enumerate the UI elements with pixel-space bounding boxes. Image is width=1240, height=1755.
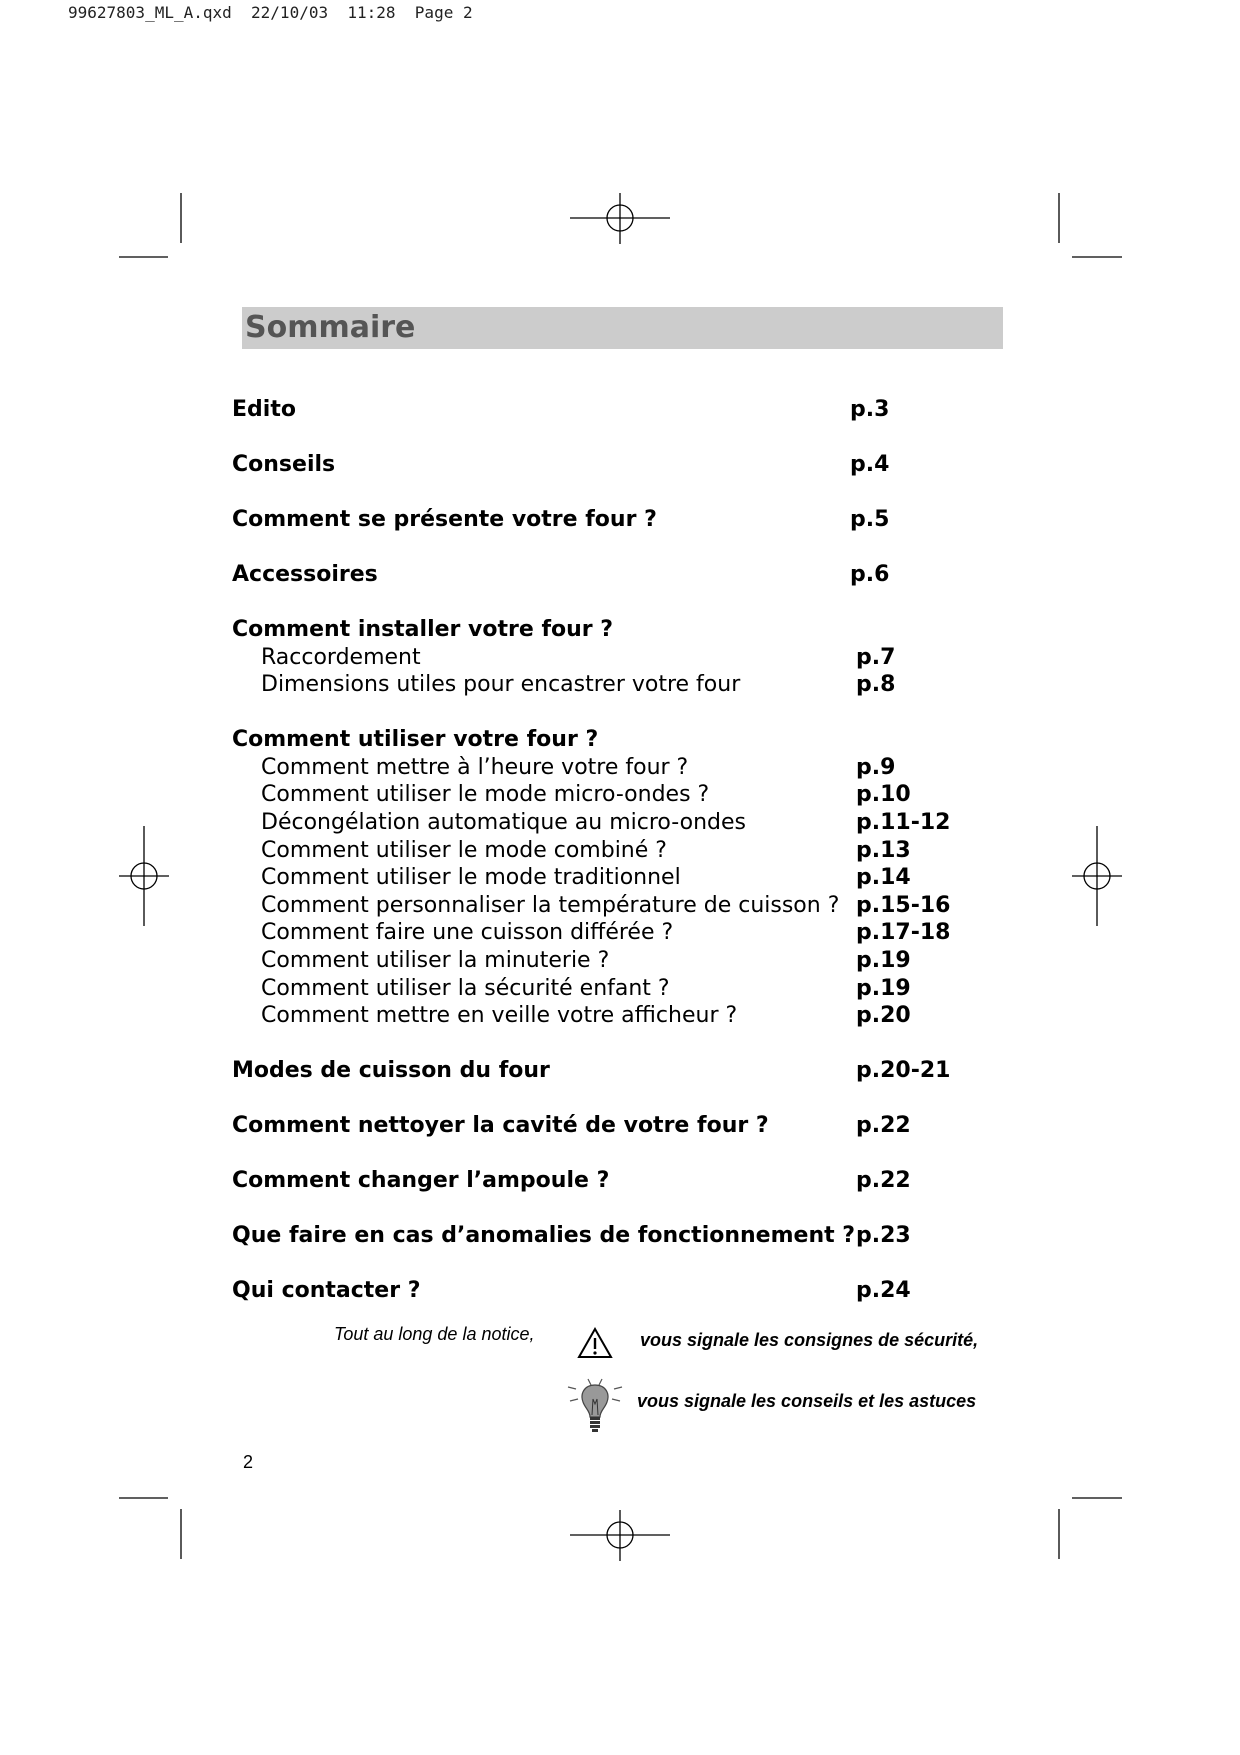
page-title: Sommaire	[245, 310, 416, 345]
toc-entry-presentation[interactable]	[232, 506, 1012, 534]
toc-sub-entry[interactable]	[232, 809, 1012, 837]
toc-sub-entry[interactable]	[232, 754, 1012, 782]
toc-entry-page: p.11-12	[856, 810, 951, 835]
toc-sub-entry[interactable]	[232, 892, 1012, 920]
toc-entry-label: Comment utiliser le mode micro-ondes ?	[261, 782, 710, 807]
toc-entry-page: p.3	[850, 397, 890, 422]
toc-section-label: Comment installer votre four ?	[232, 617, 614, 642]
toc-entry-accessoires[interactable]	[232, 561, 1012, 589]
toc-entry-contacter[interactable]	[232, 1277, 1012, 1305]
toc-entry-page: p.15-16	[856, 893, 951, 918]
toc-entry-label: Comment utiliser la minuterie ?	[261, 948, 610, 973]
toc-entry-page: p.13	[856, 838, 911, 863]
toc-sub-entry[interactable]	[232, 671, 1012, 699]
legend-warning-text: vous signale les consignes de sécurité,	[640, 1330, 979, 1350]
toc-sub-entry[interactable]	[232, 919, 1012, 947]
toc-entry-label: Comment faire une cuisson différée ?	[261, 920, 674, 945]
toc-entry-edito[interactable]	[232, 396, 1012, 424]
registration-mark-top	[570, 193, 670, 244]
lightbulb-icon	[562, 1377, 628, 1437]
toc-sub-entry[interactable]	[232, 837, 1012, 865]
toc-sub-entry[interactable]	[232, 975, 1012, 1003]
toc-entry-page: p.19	[856, 948, 911, 973]
toc-entry-label: Accessoires	[232, 562, 378, 587]
toc-entry-label: Dimensions utiles pour encastrer votre four	[261, 672, 741, 697]
toc-entry-page: p.14	[856, 865, 911, 890]
toc-entry-label: Conseils	[232, 452, 336, 477]
page-number: 2	[243, 1452, 254, 1472]
toc-entry-label: Décongélation automatique au micro-ondes	[261, 810, 746, 835]
slug-date: 22/10/03	[251, 3, 329, 22]
toc-entry-label: Comment se présente votre four ?	[232, 507, 657, 532]
toc-entry-page: p.23	[856, 1223, 911, 1248]
toc-entry-label: Comment utiliser le mode combiné ?	[261, 838, 667, 863]
toc-entry-ampoule[interactable]	[232, 1167, 1012, 1195]
toc-entry-page: p.22	[856, 1113, 911, 1138]
slug-time: 11:28	[347, 3, 396, 22]
toc-entry-label: Comment utiliser le mode traditionnel	[261, 865, 681, 890]
toc-sub-entry[interactable]	[232, 947, 1012, 975]
warning-triangle-icon	[577, 1327, 613, 1359]
toc-entry-anomalies[interactable]	[232, 1222, 1012, 1250]
toc-sub-entry[interactable]	[232, 864, 1012, 892]
toc-entry-conseils[interactable]	[232, 451, 1012, 479]
toc-entry-page: p.19	[856, 976, 911, 1001]
toc-section-installer[interactable]	[232, 616, 1012, 644]
registration-mark-left	[119, 826, 169, 926]
toc-entry-page: p.4	[850, 452, 890, 477]
toc-sub-entry[interactable]	[232, 781, 1012, 809]
toc-sub-entry[interactable]	[232, 644, 1012, 672]
toc-entry-label: Comment mettre à l’heure votre four ?	[261, 755, 689, 780]
slug-page: Page 2	[414, 3, 473, 22]
toc-entry-label: Modes de cuisson du four	[232, 1058, 550, 1083]
registration-mark-bottom	[570, 1510, 670, 1561]
toc-section-label: Comment utiliser votre four ?	[232, 727, 599, 752]
toc-entry-page: p.6	[850, 562, 890, 587]
registration-mark-right	[1072, 826, 1122, 926]
toc-entry-page: p.9	[856, 755, 896, 780]
toc-entry-label: Comment mettre en veille votre afficheur ?	[261, 1003, 738, 1028]
legend-intro: Tout au long de la notice,	[334, 1324, 535, 1344]
toc-sub-entry[interactable]	[232, 1002, 1012, 1030]
toc-entry-page: p.22	[856, 1168, 911, 1193]
toc-entry-nettoyer[interactable]	[232, 1112, 1012, 1140]
toc-entry-page: p.7	[856, 645, 896, 670]
toc-entry-label: Comment changer l’ampoule ?	[232, 1168, 610, 1193]
toc-entry-page: p.24	[856, 1278, 911, 1303]
toc-entry-label: Edito	[232, 397, 296, 422]
title-bar	[242, 307, 1003, 349]
toc-entry-label: Qui contacter ?	[232, 1278, 421, 1303]
toc-entry-page: p.8	[856, 672, 896, 697]
toc-entry-label: Raccordement	[261, 645, 421, 670]
slug-file: 99627803_ML_A.qxd	[68, 3, 232, 22]
toc-entry-page: p.20-21	[856, 1058, 951, 1083]
toc-entry-label: Comment nettoyer la cavité de votre four ?	[232, 1113, 769, 1138]
toc-section-utiliser[interactable]	[232, 726, 1012, 754]
toc-entry-label: Comment utiliser la sécurité enfant ?	[261, 976, 670, 1001]
toc-entry-page: p.10	[856, 782, 911, 807]
toc-entry-page: p.20	[856, 1003, 911, 1028]
toc-entry-page: p.17-18	[856, 920, 951, 945]
legend-tip-text: vous signale les conseils et les astuces	[637, 1391, 977, 1411]
toc-entry-label: Que faire en cas d’anomalies de fonctionnement ?	[232, 1223, 856, 1248]
toc-entry-page: p.5	[850, 507, 890, 532]
toc-entry-modes[interactable]	[232, 1057, 1012, 1085]
toc-entry-label: Comment personnaliser la température de cuisson ?	[261, 893, 840, 918]
